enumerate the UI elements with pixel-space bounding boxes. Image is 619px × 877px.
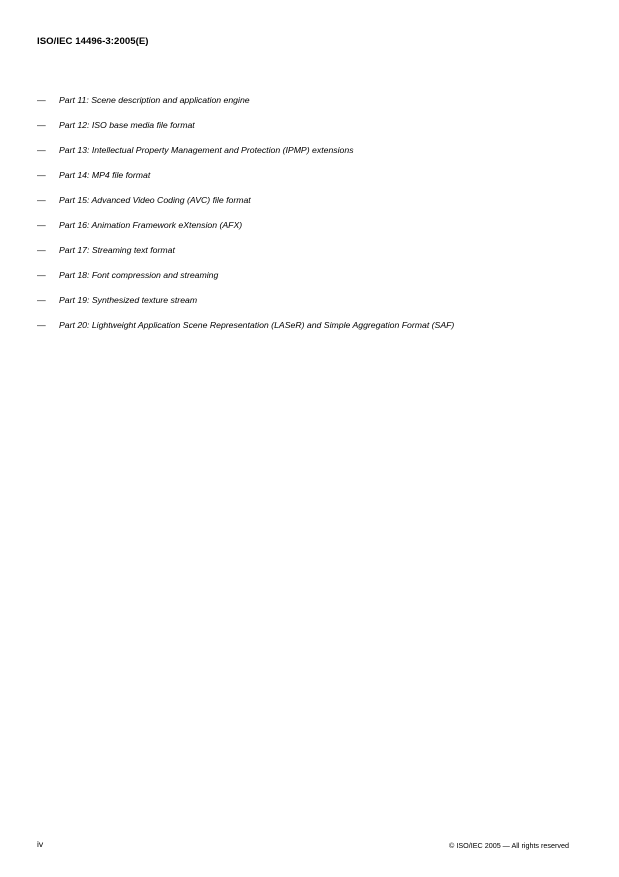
list-item-part-20 bbox=[37, 320, 454, 345]
list-dash: — bbox=[37, 95, 46, 105]
list-item-part-12 bbox=[37, 120, 454, 145]
list-item-part-14 bbox=[37, 170, 454, 195]
list-item-part-16 bbox=[37, 220, 454, 245]
list-dash: — bbox=[37, 270, 46, 280]
list-item-part-19 bbox=[37, 295, 454, 320]
list-dash: — bbox=[37, 120, 46, 130]
list-item-part-18 bbox=[37, 270, 454, 295]
list-item-text: Part 19: Synthesized texture stream bbox=[59, 295, 198, 305]
list-dash: — bbox=[37, 145, 46, 155]
list-item-text: Part 11: Scene description and application engine bbox=[59, 95, 250, 105]
list-item-part-15 bbox=[37, 195, 454, 220]
list-dash: — bbox=[37, 195, 46, 205]
list-item-text: Part 18: Font compression and streaming bbox=[59, 270, 219, 280]
footer-copyright: © ISO/IEC 2005 — All rights reserved bbox=[449, 841, 569, 850]
list-item-text: Part 16: Animation Framework eXtension (AFX) bbox=[59, 220, 243, 230]
list-dash: — bbox=[37, 295, 46, 305]
page-header-document-id: ISO/IEC 14496-3:2005(E) bbox=[37, 36, 149, 47]
parts-list bbox=[37, 95, 454, 345]
list-dash: — bbox=[37, 220, 46, 230]
list-dash: — bbox=[37, 170, 46, 180]
list-item-text: Part 13: Intellectual Property Management and Protection (IPMP) extensions bbox=[59, 145, 354, 155]
list-dash: — bbox=[37, 245, 46, 255]
list-item-part-17 bbox=[37, 245, 454, 270]
list-item-text: Part 15: Advanced Video Coding (AVC) file format bbox=[59, 195, 251, 205]
list-item-text: Part 20: Lightweight Application Scene Representation (LASeR) and Simple Aggregation Format (SAF) bbox=[59, 320, 455, 330]
list-item-part-11 bbox=[37, 95, 454, 120]
footer-page-number: iv bbox=[37, 839, 44, 849]
list-item-text: Part 14: MP4 file format bbox=[59, 170, 151, 180]
list-item-part-13 bbox=[37, 145, 454, 170]
list-item-text: Part 12: ISO base media file format bbox=[59, 120, 195, 130]
list-dash: — bbox=[37, 320, 46, 330]
list-item-text: Part 17: Streaming text format bbox=[59, 245, 175, 255]
